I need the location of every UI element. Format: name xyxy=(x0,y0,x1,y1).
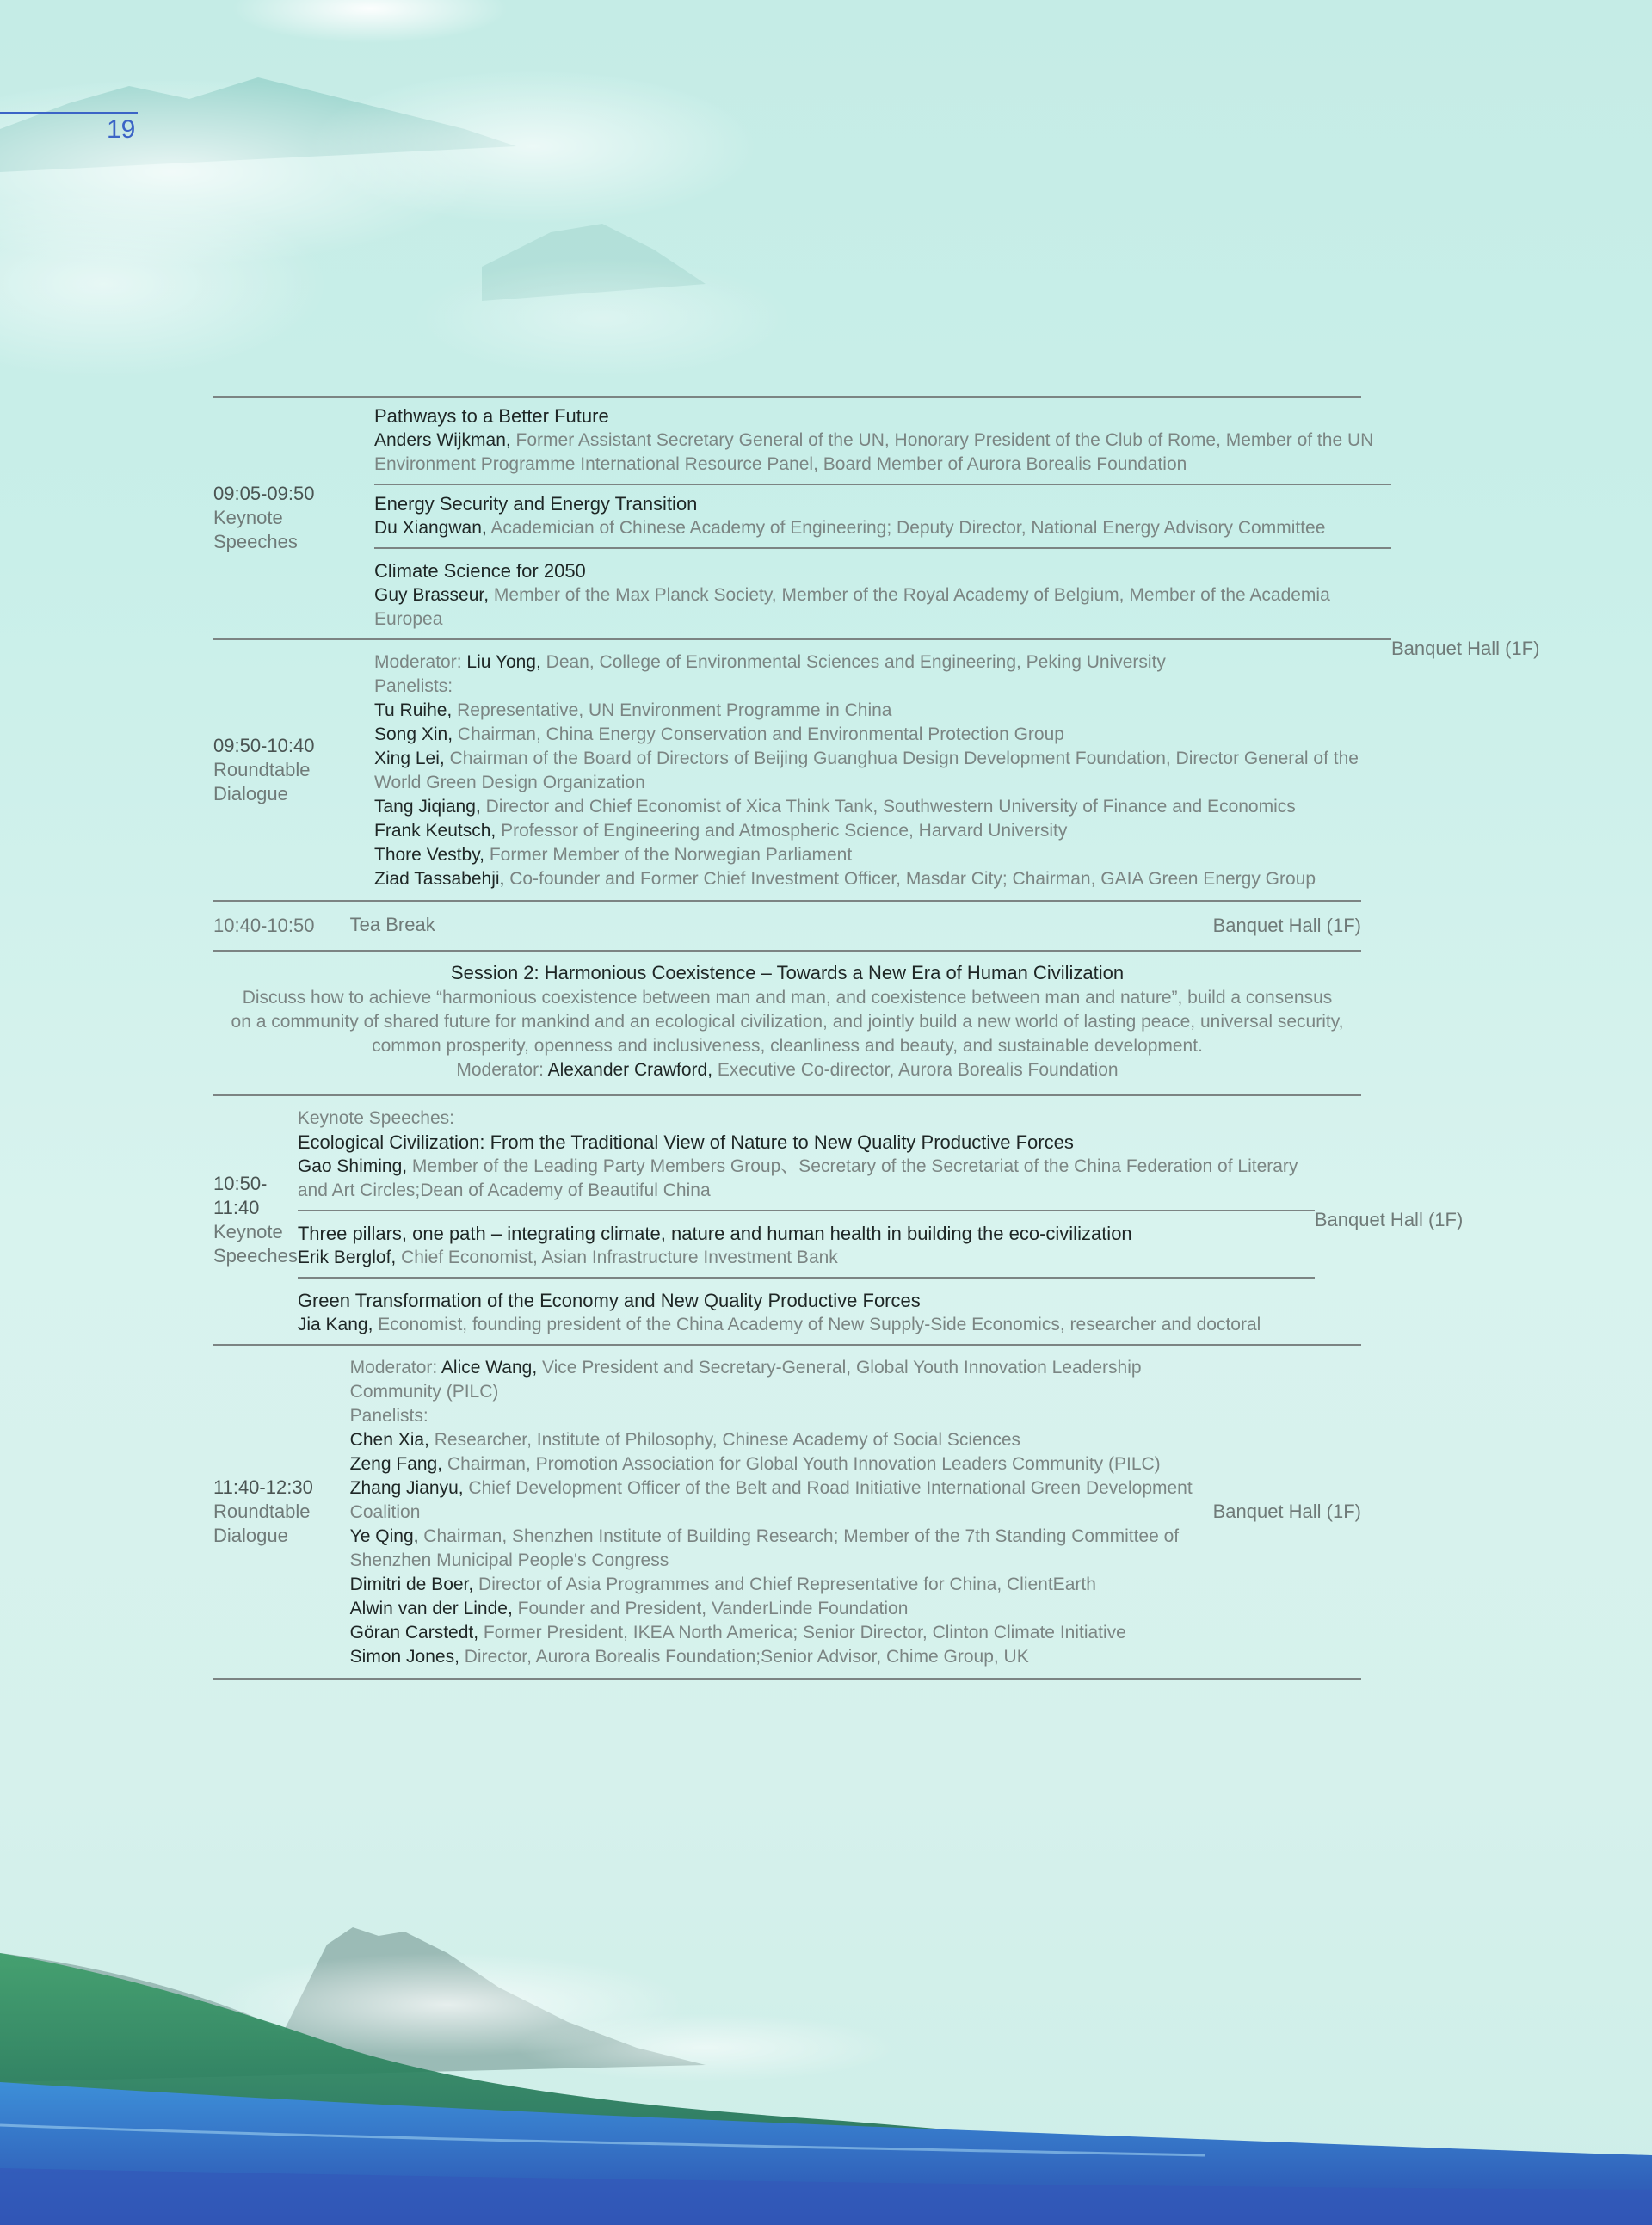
panelist-name: Simon Jones, xyxy=(349,1647,459,1667)
speaker-desc: Former Assistant Secretary General of the UN, Honorary President of the Club of Rome, Member of the UN Environment Programme International Resource Panel, Board Member of Aurora Borealis Foundation xyxy=(374,430,1374,474)
talk-title: Ecological Civilization: From the Traditional View of Nature to New Quality Productive Forces xyxy=(297,1131,1074,1153)
speaker-name: Anders Wijkman, xyxy=(374,430,511,450)
moderator-desc: Vice President and Secretary-General, Global Youth Innovation Leadership Community (PILC) xyxy=(349,1358,1142,1402)
schedule-row-roundtable-2 xyxy=(213,1346,1361,1680)
panelist-item xyxy=(374,747,1391,795)
schedule-row-roundtable-1 xyxy=(213,640,1391,900)
panelist-item xyxy=(350,1621,1213,1645)
panelist-desc: Director and Chief Economist of Xica Think Tank, Southwestern University of Finance and Economics xyxy=(480,797,1296,817)
schedule-row-keynote-2 xyxy=(213,1096,1464,1346)
location-cell xyxy=(1213,1346,1361,1678)
panelist-desc: Chairman, Shenzhen Institute of Building Research; Member of the 7th Standing Committee of Shenzhen Municipal People's Congress xyxy=(349,1526,1180,1570)
panelist-item xyxy=(350,1452,1213,1476)
panelist-item xyxy=(374,723,1391,747)
panel-cell xyxy=(350,1346,1213,1678)
schedule-row-keynote-1 xyxy=(213,398,1391,640)
location-cell xyxy=(1391,398,1539,900)
schedule-row-tea-break xyxy=(213,902,1361,952)
moderator-name: Alexander Crawford, xyxy=(547,1060,713,1080)
panelist-item xyxy=(350,1573,1213,1597)
type-text-2: Speeches xyxy=(213,531,298,552)
time-text: 09:50-10:40 xyxy=(213,735,315,756)
speaker-info xyxy=(374,516,1391,540)
location-text: Banquet Hall (1F) xyxy=(1212,1501,1361,1522)
panelist-item xyxy=(374,843,1391,867)
type-text-2: Dialogue xyxy=(213,1525,288,1546)
session-title: Session 2: Harmonious Coexistence – Towards a New Era of Human Civilization xyxy=(450,962,1125,983)
type-text-2: Speeches xyxy=(213,1245,298,1267)
panel-cell xyxy=(374,640,1391,900)
panelist-desc: Professor of Engineering and Atmospheric Science, Harvard University xyxy=(496,821,1068,841)
schedule-group-morning xyxy=(213,398,1540,902)
speaker-name: Gao Shiming, xyxy=(297,1156,408,1176)
panelist-item xyxy=(350,1645,1213,1669)
speaker-desc: Member of the Max Planck Society, Member of the Royal Academy of Belgium, Member of the Academia Europea xyxy=(374,585,1330,629)
talk-title: Green Transformation of the Economy and New Quality Productive Forces xyxy=(297,1290,921,1311)
type-text: Roundtable xyxy=(213,1501,311,1522)
type-text: Keynote xyxy=(213,507,283,528)
panelist-name: Dimitri de Boer, xyxy=(349,1575,474,1594)
panelist-desc: Representative, UN Environment Programme in China xyxy=(452,700,892,720)
panelist-item xyxy=(350,1428,1213,1452)
tea-break-label: Tea Break xyxy=(349,914,435,935)
time-text: 10:40-10:50 xyxy=(213,915,315,936)
panelist-desc: Director, Aurora Borealis Foundation;Senior Advisor, Chime Group, UK xyxy=(459,1647,1029,1667)
schedule-table xyxy=(213,396,1540,1680)
panelist-name: Xing Lei, xyxy=(374,749,445,768)
panelist-name: Zhang Jianyu, xyxy=(349,1478,464,1498)
location-text: Banquet Hall (1F) xyxy=(1391,638,1540,659)
speaker-name: Erik Berglof, xyxy=(297,1248,397,1267)
panelist-name: Ye Qing, xyxy=(349,1526,419,1546)
speaker-info xyxy=(374,428,1391,477)
speaker-info xyxy=(298,1246,1315,1270)
session-description: Discuss how to achieve “harmonious coexistence between man and man, and coexistence between man and nature”, build a consensus on a community of shared future for mankind and an ecological civilization, and jointly build a new world of lasting peace, universal security, common prosperity, openness and inclusiveness, cleanliness and beauty, and sustainable development. xyxy=(231,988,1344,1056)
panelist-name: Thore Vestby, xyxy=(374,845,485,865)
panelist-desc: Researcher, Institute of Philosophy, Chinese Academy of Social Sciences xyxy=(428,1430,1021,1450)
panelist-desc: Co-founder and Former Chief Investment Officer, Masdar City; Chairman, GAIA Green Energy Group xyxy=(504,869,1316,889)
panelist-desc: Founder and President, VanderLinde Foundation xyxy=(512,1599,909,1618)
speaker-desc: Economist, founding president of the China Academy of New Supply-Side Economics, researcher and doctoral xyxy=(373,1315,1261,1334)
session-moderator xyxy=(231,1058,1344,1082)
type-text-2: Dialogue xyxy=(213,783,288,804)
speaker-desc: Member of the Leading Party Members Group、Secretary of the Secretariat of the China Federation of Literary and Art Circles;Dean of Academy of Beautiful China xyxy=(297,1156,1298,1200)
time-cell xyxy=(213,1096,298,1344)
panelist-name: Song Xin, xyxy=(374,724,453,744)
panelist-name: Zeng Fang, xyxy=(349,1454,443,1474)
talks-cell xyxy=(374,398,1391,638)
panelists-label: Panelists: xyxy=(374,676,453,696)
panelist-item xyxy=(374,795,1391,819)
talk-item xyxy=(374,549,1391,638)
speaker-desc: Academician of Chinese Academy of Engineering; Deputy Director, National Energy Advisory Committee xyxy=(486,518,1326,538)
moderator-label: Moderator: xyxy=(349,1358,441,1378)
location-cell xyxy=(1213,902,1361,950)
panelist-name: Tu Ruihe, xyxy=(374,700,453,720)
talks-cell xyxy=(298,1096,1315,1344)
talk-item xyxy=(298,1211,1315,1279)
moderator-name: Liu Yong, xyxy=(466,652,541,672)
speaker-info xyxy=(298,1313,1315,1337)
panelist-name: Göran Carstedt, xyxy=(349,1623,479,1643)
moderator-label: Moderator: xyxy=(456,1060,548,1080)
speaker-name: Guy Brasseur, xyxy=(374,585,490,605)
talk-title: Energy Security and Energy Transition xyxy=(374,493,698,515)
time-cell xyxy=(213,902,350,950)
panelist-desc: Chairman, China Energy Conservation and Environmental Protection Group xyxy=(453,724,1064,744)
panelist-item xyxy=(350,1525,1213,1573)
page-number-rule xyxy=(0,112,138,114)
speaker-desc: Chief Economist, Asian Infrastructure Investment Bank xyxy=(396,1248,838,1267)
moderator-line xyxy=(374,650,1391,675)
talk-item xyxy=(374,398,1391,485)
panelist-item xyxy=(374,699,1391,723)
talk-title: Climate Science for 2050 xyxy=(374,560,586,582)
speaker-name: Du Xiangwan, xyxy=(374,518,487,538)
moderator-desc: Dean, College of Environmental Sciences and Engineering, Peking University xyxy=(540,652,1166,672)
talk-item xyxy=(298,1279,1315,1344)
panelist-desc: Former President, IKEA North America; Senior Director, Clinton Climate Initiative xyxy=(478,1623,1126,1643)
panelist-desc: Director of Asia Programmes and Chief Representative for China, ClientEarth xyxy=(473,1575,1096,1594)
talk-title: Three pillars, one path – integrating climate, nature and human health in building the eco-civilization xyxy=(297,1223,1132,1244)
panelist-desc: Former Member of the Norwegian Parliament xyxy=(484,845,853,865)
moderator-desc: Executive Co-director, Aurora Borealis Foundation xyxy=(712,1060,1119,1080)
panelist-item xyxy=(350,1597,1213,1621)
keynote-intro: Keynote Speeches: xyxy=(297,1108,454,1128)
speaker-info xyxy=(374,583,1391,632)
speaker-info xyxy=(298,1155,1315,1203)
panelist-desc: Chief Development Officer of the Belt and Road Initiative International Green Development Coalition xyxy=(349,1478,1193,1522)
speaker-name: Jia Kang, xyxy=(297,1315,373,1334)
panelist-name: Frank Keutsch, xyxy=(374,821,496,841)
panelist-desc: Chairman, Promotion Association for Global Youth Innovation Leaders Community (PILC) xyxy=(442,1454,1161,1474)
type-text: Keynote xyxy=(213,1221,283,1242)
panelist-item xyxy=(350,1476,1213,1525)
time-cell xyxy=(213,640,374,900)
panelist-desc: Chairman of the Board of Directors of Beijing Guanghua Design Development Foundation, Director General of the World Green Design Organization xyxy=(374,749,1359,792)
type-text: Roundtable xyxy=(213,759,311,780)
time-text: 11:40-12:30 xyxy=(213,1476,313,1498)
talk-item xyxy=(374,485,1391,549)
panelist-name: Chen Xia, xyxy=(349,1430,429,1450)
talk-item xyxy=(298,1096,1315,1211)
panelist-name: Ziad Tassabehji, xyxy=(374,869,505,889)
talk-title: Pathways to a Better Future xyxy=(374,405,609,427)
panelist-name: Tang Jiqiang, xyxy=(374,797,481,817)
time-cell xyxy=(213,398,374,638)
panelists-label: Panelists: xyxy=(349,1406,428,1426)
time-text: 09:05-09:50 xyxy=(213,483,315,504)
moderator-label: Moderator: xyxy=(374,652,467,672)
panelist-name: Alwin van der Linde, xyxy=(349,1599,513,1618)
time-cell xyxy=(213,1346,350,1678)
location-cell xyxy=(1315,1096,1463,1344)
moderator-name: Alice Wang, xyxy=(441,1358,538,1378)
moderator-line xyxy=(350,1356,1213,1404)
location-text: Banquet Hall (1F) xyxy=(1212,915,1361,936)
time-text: 10:50-11:40 xyxy=(213,1173,268,1218)
panelist-item xyxy=(374,867,1391,891)
page-number: 19 xyxy=(107,115,136,144)
session-2-header xyxy=(213,952,1361,1096)
panelist-item xyxy=(374,819,1391,843)
location-text: Banquet Hall (1F) xyxy=(1314,1209,1464,1230)
